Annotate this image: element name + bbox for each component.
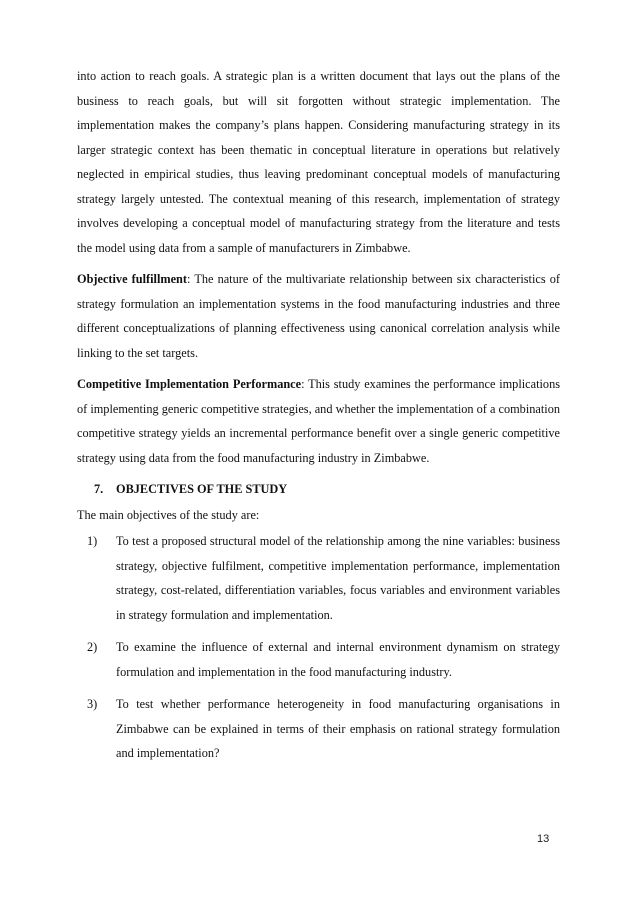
objective-item [77,529,560,627]
definition-term: Competitive Implementation Performance [77,377,302,391]
objective-marker: 2) [87,640,98,654]
section-number: 7. [94,482,104,496]
definition-text: : The nature of the multivariate relationship between six characteristics of strategy formulation an implementation systems in the food manufacturing industries and three different conceptualizations of planning effectiveness using canonical correlation analysis while linking to the set targets. [77,272,560,360]
objectives-list [77,529,560,766]
page-number: 13 [537,833,550,845]
objective-text: To test whether performance heterogeneity in food manufacturing organisations in Zimbabwe can be explained in terms of their emphasis on rational strategy formulation and implementation? [116,697,560,760]
document-page [77,64,560,774]
objective-marker: 1) [87,534,98,548]
definition-objective-fulfillment [77,267,560,365]
section-lead: The main objectives of the study are: [77,507,260,522]
definition-competitive-implementation-performance [77,372,560,470]
definition-text: : This study examines the performance implications of implementing generic competitive strategies, and whether the implementation of a combination competitive strategy yields an incremental performance benefit over a single generic competitive strategy using data from the food manufacturing industry in Zimbabwe. [77,377,560,465]
definition-term: Objective fulfillment [77,272,187,286]
objective-marker: 3) [87,697,98,711]
objective-item [77,635,560,684]
objective-text: To test a proposed structural model of the relationship among the nine variables: business strategy, objective fulfilment, competitive implementation performance, implementation strategy, cost-related, differentiation variables, focus variables and environment variables in strategy formulation and implementation. [116,534,560,622]
objective-text: To examine the influence of external and internal environment dynamism on strategy formulation and implementation in the food manufacturing industry. [116,640,560,679]
objective-item [77,692,560,766]
section-heading [77,477,560,502]
section-title: OBJECTIVES OF THE STUDY [116,482,288,496]
intro-paragraph: into action to reach goals. A strategic plan is a written document that lays out the plans of the business to reach goals, but will sit forgotten without strategic implementation. The implementation makes the company’s plans happen. Considering manufacturing strategy in its larger strategic context has been thematic in conceptual literature in operations but relatively neglected in empirical studies, thus leaving predominant conceptual models of manufacturing strategy largely untested. The contextual meaning of this research, implementation of strategy involves developing a conceptual model of manufacturing strategy from the literature and tests the model using data from a sample of manufacturers in Zimbabwe. [77,69,560,255]
